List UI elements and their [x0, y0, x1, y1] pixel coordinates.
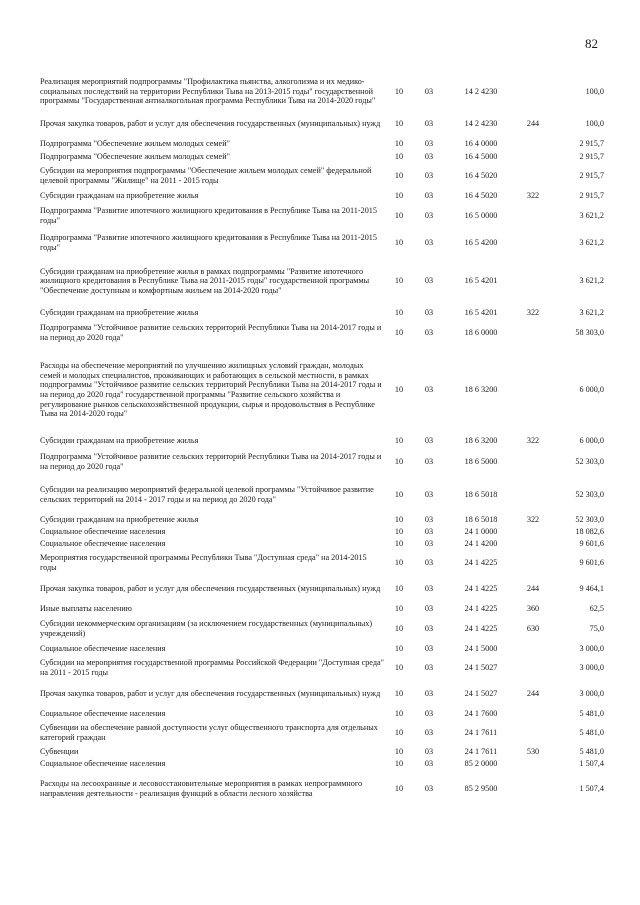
table-row [40, 72, 604, 111]
row-subsection: 03 [424, 307, 434, 317]
row-section: 10 [394, 728, 404, 738]
row-subsection: 03 [424, 759, 434, 769]
page-number: 82 [585, 36, 598, 51]
row-section: 10 [394, 190, 404, 200]
row-amount: 5 481,0 [579, 708, 604, 718]
table-row [40, 150, 604, 163]
budget-table [40, 72, 604, 808]
row-name: Подпрограмма "Устойчивое развитие сельских территорий Республики Тыва на 2014-2017 годы и на период до 2020 года" [40, 452, 382, 471]
row-expense-type: 630 [526, 624, 540, 634]
row-amount: 3 000,0 [579, 643, 604, 653]
row-target-code: 18 6 5018 [464, 515, 498, 525]
row-amount: 9 601,6 [579, 539, 604, 549]
row-target-code: 24 1 4200 [464, 539, 498, 549]
row-target-code: 24 1 7600 [464, 708, 498, 718]
row-name: Прочая закупка товаров, работ и услуг для обеспечения государственных (муниципальных) нужд [40, 689, 381, 699]
row-amount: 52 303,0 [575, 515, 604, 525]
row-section: 10 [394, 689, 404, 699]
row-section: 10 [394, 276, 404, 286]
row-target-code: 14 2 4230 [464, 119, 498, 129]
row-target-code: 24 1 5027 [464, 689, 498, 699]
table-row [40, 514, 604, 526]
row-name: Расходы на обеспечение мероприятий по улучшению жилищных условий граждан, молодых семей и молодых специалистов, проживающих и работающих в сельской местности, в рамках подпрограммы "Устойчивое развитие сельских территорий Республики Тыва на 2014-2017 годы и на период до 2020 года" государственной программы "Развитие сельского хозяйства и регулирование рынков сельскохозяйственной продукции, сырья и продовольствия в Республике Тыва на 2014-2020 годы" [40, 361, 382, 419]
row-section: 10 [394, 558, 404, 568]
row-subsection: 03 [424, 119, 434, 129]
row-name: Социальное обеспечение населения [40, 708, 166, 718]
row-amount: 58 303,0 [575, 327, 604, 337]
row-target-code: 16 4 5000 [464, 151, 498, 161]
row-section: 10 [394, 385, 404, 395]
row-name: Подпрограмма "Обеспечение жильем молодых семей" [40, 151, 230, 161]
row-expense-type: 322 [526, 190, 540, 200]
row-target-code: 85 2 9500 [464, 784, 498, 794]
table-row [40, 111, 604, 137]
row-expense-type: 322 [526, 515, 540, 525]
row-section: 10 [394, 515, 404, 525]
table-row [40, 256, 604, 306]
table-row [40, 137, 604, 150]
row-expense-type: 322 [526, 436, 540, 446]
row-target-code: 16 4 5020 [464, 171, 498, 181]
row-subsection: 03 [424, 539, 434, 549]
row-subsection: 03 [424, 190, 434, 200]
row-target-code: 16 5 4201 [464, 276, 498, 286]
table-row [40, 707, 604, 720]
row-amount: 2 915,7 [579, 171, 604, 181]
row-section: 10 [394, 210, 404, 220]
row-subsection: 03 [424, 689, 434, 699]
table-row [40, 616, 604, 642]
row-target-code: 85 2 0000 [464, 759, 498, 769]
row-name: Подпрограмма "Устойчивое развитие сельских территорий Республики Тыва на 2014-2017 годы и на период до 2020 года" [40, 322, 382, 342]
row-section: 10 [394, 604, 404, 614]
row-subsection: 03 [424, 784, 434, 794]
row-subsection: 03 [424, 327, 434, 337]
row-expense-type: 244 [526, 584, 540, 594]
row-amount: 100,0 [585, 119, 604, 129]
row-amount: 5 481,0 [579, 747, 604, 757]
row-name: Субсидии на реализацию мероприятий федеральной целевой программы "Устойчивое развитие сельских территорий на 2014 - 2017 годы и на период до 2020 года" [40, 485, 374, 504]
row-amount: 100,0 [585, 86, 604, 96]
row-subsection: 03 [424, 151, 434, 161]
row-section: 10 [394, 327, 404, 337]
row-subsection: 03 [424, 527, 434, 537]
row-name: Социальное обеспечение населения [40, 643, 166, 653]
row-amount: 3 621,2 [579, 210, 604, 220]
row-name: Прочая закупка товаров, работ и услуг для обеспечения государственных (муниципальных) нужд [40, 119, 381, 129]
row-target-code: 24 1 4225 [464, 604, 498, 614]
row-subsection: 03 [424, 436, 434, 446]
row-section: 10 [394, 307, 404, 317]
table-row [40, 550, 604, 576]
table-row [40, 642, 604, 655]
row-target-code: 18 6 0000 [464, 327, 498, 337]
row-section: 10 [394, 151, 404, 161]
row-subsection: 03 [424, 210, 434, 220]
row-target-code: 16 5 4201 [464, 307, 498, 317]
row-section: 10 [394, 747, 404, 757]
row-section: 10 [394, 457, 404, 467]
table-row [40, 758, 604, 770]
row-amount: 2 915,7 [579, 190, 604, 200]
row-subsection: 03 [424, 624, 434, 634]
row-name: Субсидии на мероприятия подпрограммы "Обеспечение жильем молодых семей" федеральной целевой программы "Жилище" на 2011 - 2015 годы [40, 166, 372, 185]
row-target-code: 24 1 4225 [464, 584, 498, 594]
row-subsection: 03 [424, 604, 434, 614]
row-subsection: 03 [424, 558, 434, 568]
row-amount: 9 601,6 [579, 558, 604, 568]
row-subsection: 03 [424, 138, 434, 148]
table-row [40, 448, 604, 476]
row-section: 10 [394, 663, 404, 673]
table-row [40, 602, 604, 616]
row-subsection: 03 [424, 708, 434, 718]
row-amount: 1 507,4 [579, 759, 604, 769]
row-amount: 5 481,0 [579, 728, 604, 738]
row-target-code: 16 5 4200 [464, 237, 498, 247]
row-section: 10 [394, 171, 404, 181]
table-row [40, 746, 604, 758]
row-expense-type: 360 [526, 604, 540, 614]
row-section: 10 [394, 624, 404, 634]
row-target-code: 16 5 0000 [464, 210, 498, 220]
row-section: 10 [394, 86, 404, 96]
row-expense-type: 530 [526, 747, 540, 757]
row-name: Субсидии на мероприятия государственной программы Российской Федерации "Доступная среда" на 2011 - 2015 годы [40, 658, 384, 677]
row-name: Подпрограмма "Развитие ипотечного жилищного кредитования в Республике Тыва на 2011-2015 годы" [40, 232, 377, 252]
row-section: 10 [394, 237, 404, 247]
row-name: Субвенции на обеспечение равной доступности услуг общественного транспорта для отдельных категорий граждан [40, 723, 378, 742]
row-name: Мероприятия государственной программы Республики Тыва "Доступная среда" на 2014-2015 годы [40, 553, 367, 572]
row-expense-type: 322 [526, 307, 540, 317]
row-subsection: 03 [424, 747, 434, 757]
row-name: Субвенции [40, 747, 79, 757]
row-section: 10 [394, 119, 404, 129]
row-target-code: 24 1 4225 [464, 558, 498, 568]
row-section: 10 [394, 584, 404, 594]
row-name: Прочая закупка товаров, работ и услуг для обеспечения государственных (муниципальных) нужд [40, 584, 381, 594]
row-target-code: 18 6 3200 [464, 436, 498, 446]
table-row [40, 770, 604, 808]
table-row [40, 346, 604, 434]
table-row [40, 526, 604, 538]
row-amount: 6 000,0 [579, 385, 604, 395]
row-amount: 3 621,2 [579, 237, 604, 247]
row-amount: 52 303,0 [575, 490, 604, 500]
row-section: 10 [394, 527, 404, 537]
row-name: Субсидии некоммерческим организациям (за исключением государственных (муниципальных) учреждений) [40, 619, 373, 638]
row-target-code: 24 1 5027 [464, 663, 498, 673]
row-section: 10 [394, 784, 404, 794]
row-section: 10 [394, 436, 404, 446]
table-row [40, 229, 604, 256]
table-row [40, 720, 604, 746]
row-amount: 2 915,7 [579, 138, 604, 148]
table-row [40, 202, 604, 229]
row-target-code: 24 1 5000 [464, 643, 498, 653]
row-amount: 9 464,1 [579, 584, 604, 594]
table-row [40, 655, 604, 681]
row-amount: 3 621,2 [579, 276, 604, 286]
row-amount: 3 000,0 [579, 663, 604, 673]
row-target-code: 24 1 4225 [464, 624, 498, 634]
row-target-code: 14 2 4230 [464, 86, 498, 96]
row-target-code: 16 4 5020 [464, 190, 498, 200]
row-subsection: 03 [424, 385, 434, 395]
table-row [40, 189, 604, 202]
row-target-code: 18 6 3200 [464, 385, 498, 395]
row-target-code: 16 4 0000 [464, 138, 498, 148]
row-section: 10 [394, 759, 404, 769]
row-name: Социальное обеспечение населения [40, 759, 166, 769]
row-target-code: 18 6 5018 [464, 490, 498, 500]
table-row [40, 306, 604, 319]
row-target-code: 24 1 0000 [464, 527, 498, 537]
row-amount: 2 915,7 [579, 151, 604, 161]
row-section: 10 [394, 138, 404, 148]
row-amount: 75,0 [589, 624, 604, 634]
table-row [40, 538, 604, 550]
row-name: Подпрограмма "Развитие ипотечного жилищного кредитования в Республике Тыва на 2011-2015 годы" [40, 205, 377, 225]
row-section: 10 [394, 490, 404, 500]
row-expense-type: 244 [526, 119, 540, 129]
row-amount: 3 000,0 [579, 689, 604, 699]
row-name: Субсидии гражданам на приобретение жилья [40, 515, 199, 525]
table-row [40, 434, 604, 448]
row-subsection: 03 [424, 457, 434, 467]
row-amount: 52 303,0 [575, 457, 604, 467]
table-row [40, 319, 604, 346]
row-name: Реализация мероприятий подпрограммы "Профилактика пьянства, алкоголизма и их медико-социальных последствий на территории Республики Тыва на 2013-2015 годы" государственной программы "Государственная антиалкогольная программа Республики Тыва на 2014-2020 годы" [40, 77, 376, 106]
row-amount: 3 621,2 [579, 307, 604, 317]
row-amount: 18 082,6 [575, 527, 604, 537]
row-subsection: 03 [424, 515, 434, 525]
row-amount: 6 000,0 [579, 436, 604, 446]
row-name: Социальное обеспечение населения [40, 527, 166, 537]
row-subsection: 03 [424, 237, 434, 247]
row-name: Подпрограмма "Обеспечение жильем молодых семей" [40, 138, 230, 148]
row-section: 10 [394, 539, 404, 549]
row-expense-type: 244 [526, 689, 540, 699]
row-subsection: 03 [424, 584, 434, 594]
table-row [40, 163, 604, 189]
row-section: 10 [394, 708, 404, 718]
row-name: Субсидии гражданам на приобретение жилья [40, 307, 199, 317]
table-row [40, 681, 604, 707]
row-name: Расходы на лесоохранные и лесовосстановительные мероприятия в рамках непрограммного направления деятельности - реализация функций в области лесного хозяйства [40, 779, 363, 798]
row-name: Субсидии гражданам на приобретение жилья [40, 436, 199, 446]
row-subsection: 03 [424, 490, 434, 500]
row-name: Иные выплаты населению [40, 604, 132, 614]
row-section: 10 [394, 643, 404, 653]
row-target-code: 24 1 7611 [464, 747, 498, 757]
row-subsection: 03 [424, 86, 434, 96]
row-subsection: 03 [424, 663, 434, 673]
table-row [40, 476, 604, 514]
row-subsection: 03 [424, 171, 434, 181]
row-name: Субсидии гражданам на приобретение жилья в рамках подпрограммы "Развитие ипотечного жилищного кредитования в Республике Тыва на 2011-2015 годы" государственной программы "Обеспечение доступным и комфортным жильем на 2014-2020 годы" [40, 266, 370, 295]
row-amount: 62,5 [589, 604, 604, 614]
row-subsection: 03 [424, 643, 434, 653]
row-name: Социальное обеспечение населения [40, 539, 166, 549]
row-amount: 1 507,4 [579, 784, 604, 794]
table-row [40, 576, 604, 602]
row-subsection: 03 [424, 728, 434, 738]
row-target-code: 24 1 7611 [464, 728, 498, 738]
row-subsection: 03 [424, 276, 434, 286]
row-target-code: 18 6 5000 [464, 457, 498, 467]
row-name: Субсидии гражданам на приобретение жилья [40, 190, 199, 200]
